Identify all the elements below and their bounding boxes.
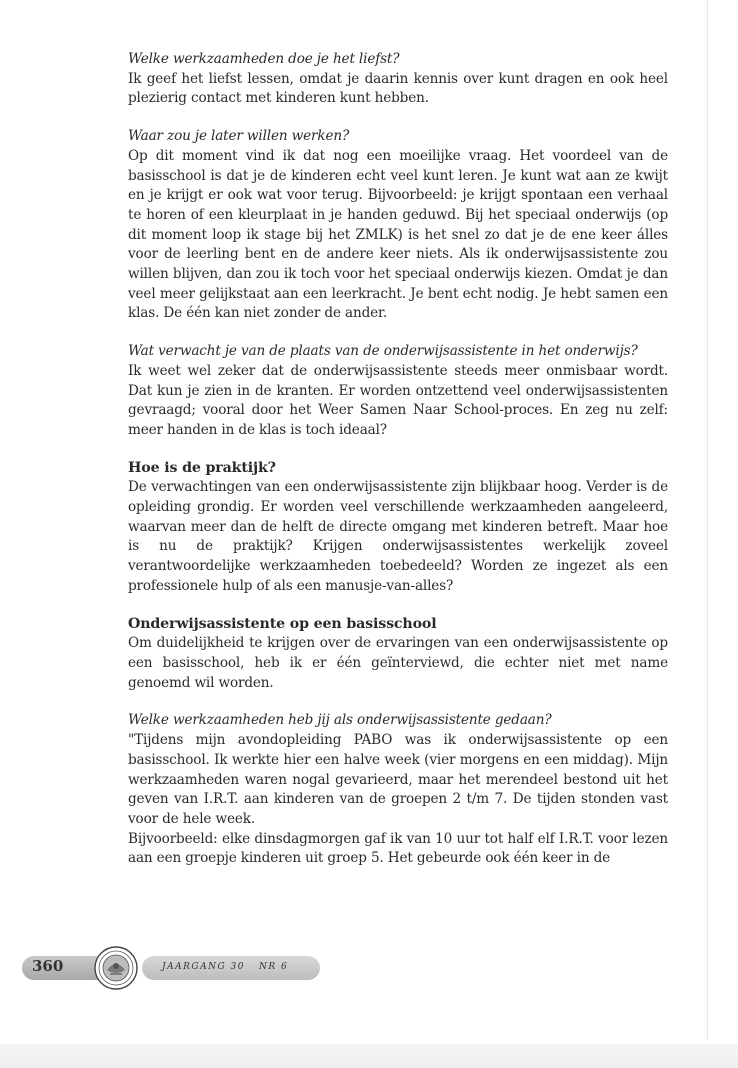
scan-edge-bottom — [0, 1044, 738, 1068]
journal-label — [162, 962, 288, 972]
answer-favorite-tasks: Ik geef het liefst lessen, omdat je daarin kennis over kunt dragen en ook heel plezierig contact met kinderen kunt hebben. — [128, 70, 668, 107]
section-basisschool — [128, 615, 668, 694]
journal-seal-icon — [94, 946, 138, 990]
qa-future-work — [128, 127, 668, 324]
paragraph-basisschool: Om duidelijkheid te krijgen over de ervaringen van een onderwijsassistente op een basisschool, heb ik er één geïnterviewd, die echter niet met name genoemd wil worden. — [128, 635, 668, 691]
journal-volume: JAARGANG 30 — [162, 962, 245, 972]
answer-interview-part2: Bijvoorbeeld: elke dinsdagmorgen gaf ik van 10 uur tot half elf I.R.T. voor lezen aan een groepje kinderen uit groep 5. Het gebeurde ook één keer in de — [128, 830, 668, 867]
qa-interview — [128, 711, 668, 869]
answer-expectations: Ik weet wel zeker dat de onderwijsassistente steeds meer onmisbaar wordt. Dat kun je zien in de kranten. Er worden ontzettend veel onderwijsassistenten gevraagd; vooral door het Weer Samen Naar School-proces. En zeg nu zelf: meer handen in de klas is toch ideaal? — [128, 362, 668, 438]
answer-interview-part1: "Tijdens mijn avondopleiding PABO was ik onderwijsassistente op een basisschool. Ik werkte hier een halve week (vier morgens en een middag). Mijn werkzaamheden waren nogal gevarieerd, maar het merendeel bestond uit het geven van I.R.T. aan kinderen van de groepen 2 t/m 7. De tijden stonden vast voor de hele week. — [128, 732, 668, 827]
heading-basisschool: Onderwijsassistente op een basisschool — [128, 615, 437, 632]
page-footer — [22, 946, 322, 990]
qa-expectations — [128, 342, 668, 441]
article-body — [128, 50, 668, 869]
question-interview: Welke werkzaamheden heb jij als onderwijsassistente gedaan? — [128, 712, 552, 729]
question-expectations: Wat verwacht je van de plaats van de onderwijsassistente in het onderwijs? — [128, 343, 638, 360]
heading-praktijk: Hoe is de praktijk? — [128, 459, 276, 476]
qa-favorite-tasks — [128, 50, 668, 109]
question-future-work: Waar zou je later willen werken? — [128, 128, 350, 145]
section-praktijk — [128, 459, 668, 597]
scan-edge-right — [707, 0, 708, 1040]
answer-future-work: Op dit moment vind ik dat nog een moeilijke vraag. Het voordeel van de basisschool is dat je de kinderen echt veel kunt leren. Je kunt wat aan ze kwijt en je krijgt er ook wat voor terug. Bijvoorbeeld: je krijgt spontaan een verhaal te horen of een kleurplaat in je handen geduwd. Bij het speciaal onderwijs (op dit moment loop ik stage bij het ZMLK) is het snel zo dat je de ene keer álles voor de leerling bent en de andere keer niets. Als ik onderwijsassistente zou willen blijven, dan zou ik toch voor het speciaal onderwijs kiezen. Omdat je dan veel meer gelijkstaat aan een leerkracht. Je bent echt nodig. Je hebt samen een klas. De één kan niet zonder de ander. — [128, 147, 668, 322]
page-number: 360 — [32, 957, 64, 975]
paragraph-praktijk: De verwachtingen van een onderwijsassistente zijn blijkbaar hoog. Verder is de opleiding grondig. Er worden veel verschillende werkzaamheden aangeleerd, waarvan meer dan de helft de directe omgang met kinderen betreft. Maar hoe is nu de praktijk? Krijgen onderwijsassistentes werkelijk zoveel verantwoordelijke werkzaamheden toebedeeld? Worden ze ingezet als een professionele hulp of als een manusje-van-alles? — [128, 479, 668, 594]
question-favorite-tasks: Welke werkzaamheden doe je het liefst? — [128, 51, 400, 67]
journal-issue: NR 6 — [258, 962, 289, 972]
